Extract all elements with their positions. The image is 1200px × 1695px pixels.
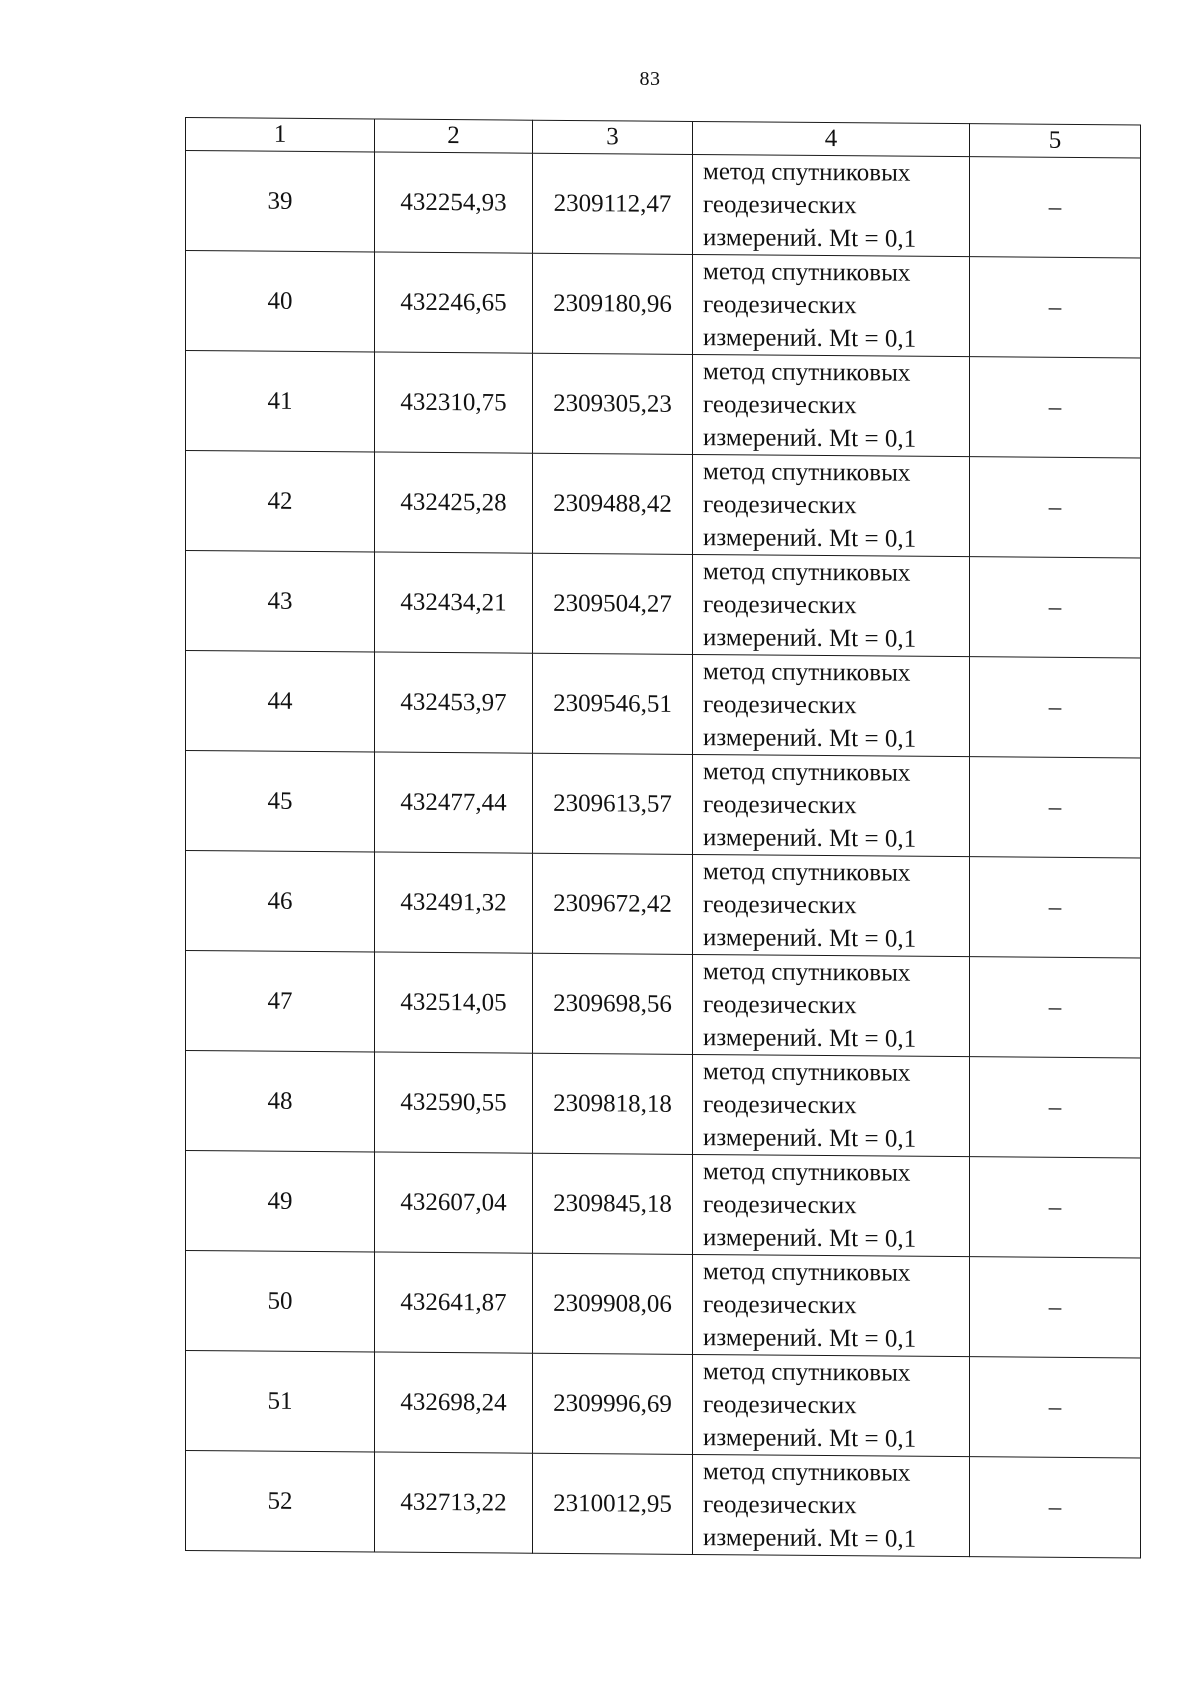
- method-text-line: метод спутниковых: [703, 658, 911, 687]
- table-row: [186, 451, 1141, 559]
- table-row: [186, 751, 1141, 859]
- point-number-cell: 41: [186, 351, 375, 452]
- table-row: [186, 951, 1141, 1059]
- method-text-line: измерений. Mt = 0,1: [703, 1224, 917, 1253]
- method-text-line: измерений. Mt = 0,1: [703, 1024, 917, 1053]
- note-cell: –: [970, 1357, 1141, 1458]
- method-text-line: метод спутниковых: [703, 1458, 911, 1487]
- method-text-line: метод спутниковых: [703, 558, 911, 587]
- method-cell: [693, 754, 970, 856]
- header-cell-4: 4: [693, 121, 970, 156]
- point-number-cell: 50: [186, 1251, 375, 1352]
- table-row: [186, 651, 1141, 759]
- method-text-line: геодезических: [703, 991, 857, 1020]
- note-cell: –: [970, 557, 1141, 658]
- x-coordinate-cell: 432434,21: [375, 552, 533, 653]
- table-row: [186, 151, 1141, 259]
- method-cell: [693, 1454, 970, 1556]
- method-text-line: измерений. Mt = 0,1: [703, 824, 917, 853]
- table-row: [186, 1451, 1141, 1559]
- point-number-cell: 40: [186, 251, 375, 352]
- point-number-cell: 43: [186, 551, 375, 652]
- note-cell: –: [970, 757, 1141, 858]
- method-text-line: измерений. Mt = 0,1: [703, 324, 917, 353]
- method-cell: [693, 1354, 970, 1456]
- page-number: 83: [639, 68, 661, 90]
- table-row: [186, 551, 1141, 659]
- method-text-line: измерений. Mt = 0,1: [703, 724, 917, 753]
- point-number-cell: 44: [186, 651, 375, 752]
- method-text-line: измерений. Mt = 0,1: [703, 224, 917, 253]
- method-text-line: геодезических: [703, 391, 857, 420]
- method-text-line: геодезических: [703, 191, 857, 220]
- table-row: [186, 251, 1141, 359]
- method-text-line: измерений. Mt = 0,1: [703, 1324, 917, 1353]
- method-text-line: геодезических: [703, 1491, 857, 1520]
- method-text-line: метод спутниковых: [703, 1058, 911, 1087]
- coordinates-table: [185, 117, 1141, 1559]
- method-cell: [693, 1154, 970, 1256]
- table-row: [186, 851, 1141, 959]
- header-cell-5: 5: [970, 124, 1141, 158]
- point-number-cell: 51: [186, 1351, 375, 1452]
- header-cell-2: 2: [375, 119, 533, 153]
- x-coordinate-cell: 432453,97: [375, 652, 533, 753]
- method-text-line: метод спутниковых: [703, 158, 911, 187]
- note-cell: –: [970, 357, 1141, 458]
- point-number-cell: 46: [186, 851, 375, 952]
- table-row: [186, 1151, 1141, 1259]
- x-coordinate-cell: 432254,93: [375, 152, 533, 253]
- method-text-line: измерений. Mt = 0,1: [703, 624, 917, 653]
- point-number-cell: 48: [186, 1051, 375, 1152]
- method-cell: [693, 954, 970, 1056]
- note-cell: –: [970, 257, 1141, 358]
- y-coordinate-cell: 2310012,95: [533, 1453, 693, 1554]
- method-cell: [693, 154, 970, 256]
- note-cell: –: [970, 857, 1141, 958]
- x-coordinate-cell: 432425,28: [375, 452, 533, 553]
- method-cell: [693, 1054, 970, 1156]
- note-cell: –: [970, 1457, 1141, 1558]
- y-coordinate-cell: 2309488,42: [533, 453, 693, 554]
- method-text-line: измерений. Mt = 0,1: [703, 1424, 917, 1453]
- y-coordinate-cell: 2309112,47: [533, 153, 693, 254]
- table-row: [186, 1351, 1141, 1459]
- note-cell: –: [970, 1157, 1141, 1258]
- method-cell: [693, 254, 970, 356]
- method-cell: [693, 654, 970, 756]
- method-text-line: геодезических: [703, 891, 857, 920]
- x-coordinate-cell: 432698,24: [375, 1352, 533, 1453]
- note-cell: –: [970, 1057, 1141, 1158]
- table-row: [186, 351, 1141, 459]
- method-text-line: измерений. Mt = 0,1: [703, 1524, 917, 1553]
- x-coordinate-cell: 432590,55: [375, 1052, 533, 1153]
- method-cell: [693, 554, 970, 656]
- y-coordinate-cell: 2309996,69: [533, 1353, 693, 1454]
- method-text-line: метод спутниковых: [703, 1358, 911, 1387]
- note-cell: –: [970, 1257, 1141, 1358]
- method-text-line: метод спутниковых: [703, 1258, 911, 1287]
- y-coordinate-cell: 2309504,27: [533, 553, 693, 654]
- y-coordinate-cell: 2309180,96: [533, 253, 693, 354]
- method-text-line: метод спутниковых: [703, 358, 911, 387]
- method-text-line: метод спутниковых: [703, 858, 911, 887]
- method-cell: [693, 354, 970, 456]
- table-row: [186, 1251, 1141, 1359]
- method-text-line: геодезических: [703, 291, 857, 320]
- method-cell: [693, 854, 970, 956]
- method-text-line: измерений. Mt = 0,1: [703, 1124, 917, 1153]
- y-coordinate-cell: 2309698,56: [533, 953, 693, 1054]
- x-coordinate-cell: 432310,75: [375, 352, 533, 453]
- point-number-cell: 45: [186, 751, 375, 852]
- method-text-line: измерений. Mt = 0,1: [703, 424, 917, 453]
- note-cell: –: [970, 657, 1141, 758]
- method-text-line: геодезических: [703, 1391, 857, 1420]
- method-cell: [693, 454, 970, 556]
- point-number-cell: 52: [186, 1451, 375, 1552]
- x-coordinate-cell: 432607,04: [375, 1152, 533, 1253]
- note-cell: –: [970, 957, 1141, 1058]
- y-coordinate-cell: 2309305,23: [533, 353, 693, 454]
- method-text-line: метод спутниковых: [703, 958, 911, 987]
- method-text-line: геодезических: [703, 691, 857, 720]
- x-coordinate-cell: 432246,65: [375, 252, 533, 353]
- point-number-cell: 49: [186, 1151, 375, 1252]
- point-number-cell: 39: [186, 151, 375, 252]
- header-cell-1: 1: [186, 118, 375, 152]
- method-text-line: измерений. Mt = 0,1: [703, 924, 917, 953]
- method-text-line: метод спутниковых: [703, 758, 911, 787]
- method-text-line: геодезических: [703, 1091, 857, 1120]
- y-coordinate-cell: 2309672,42: [533, 853, 693, 954]
- note-cell: –: [970, 457, 1141, 558]
- method-text-line: измерений. Mt = 0,1: [703, 524, 917, 553]
- method-text-line: геодезических: [703, 791, 857, 820]
- y-coordinate-cell: 2309818,18: [533, 1053, 693, 1154]
- method-text-line: геодезических: [703, 491, 857, 520]
- point-number-cell: 47: [186, 951, 375, 1052]
- x-coordinate-cell: 432713,22: [375, 1452, 533, 1553]
- method-text-line: геодезических: [703, 1191, 857, 1220]
- x-coordinate-cell: 432514,05: [375, 952, 533, 1053]
- note-cell: –: [970, 157, 1141, 258]
- header-cell-3: 3: [533, 120, 693, 154]
- y-coordinate-cell: 2309908,06: [533, 1253, 693, 1354]
- table-row: [186, 1051, 1141, 1159]
- x-coordinate-cell: 432477,44: [375, 752, 533, 853]
- method-cell: [693, 1254, 970, 1356]
- y-coordinate-cell: 2309546,51: [533, 653, 693, 754]
- method-text-line: метод спутниковых: [703, 258, 911, 287]
- method-text-line: метод спутниковых: [703, 458, 911, 487]
- table-body: [186, 118, 1141, 1559]
- method-text-line: геодезических: [703, 1291, 857, 1320]
- method-text-line: геодезических: [703, 591, 857, 620]
- y-coordinate-cell: 2309613,57: [533, 753, 693, 854]
- y-coordinate-cell: 2309845,18: [533, 1153, 693, 1254]
- method-text-line: метод спутниковых: [703, 1158, 911, 1187]
- x-coordinate-cell: 432641,87: [375, 1252, 533, 1353]
- x-coordinate-cell: 432491,32: [375, 852, 533, 953]
- point-number-cell: 42: [186, 451, 375, 552]
